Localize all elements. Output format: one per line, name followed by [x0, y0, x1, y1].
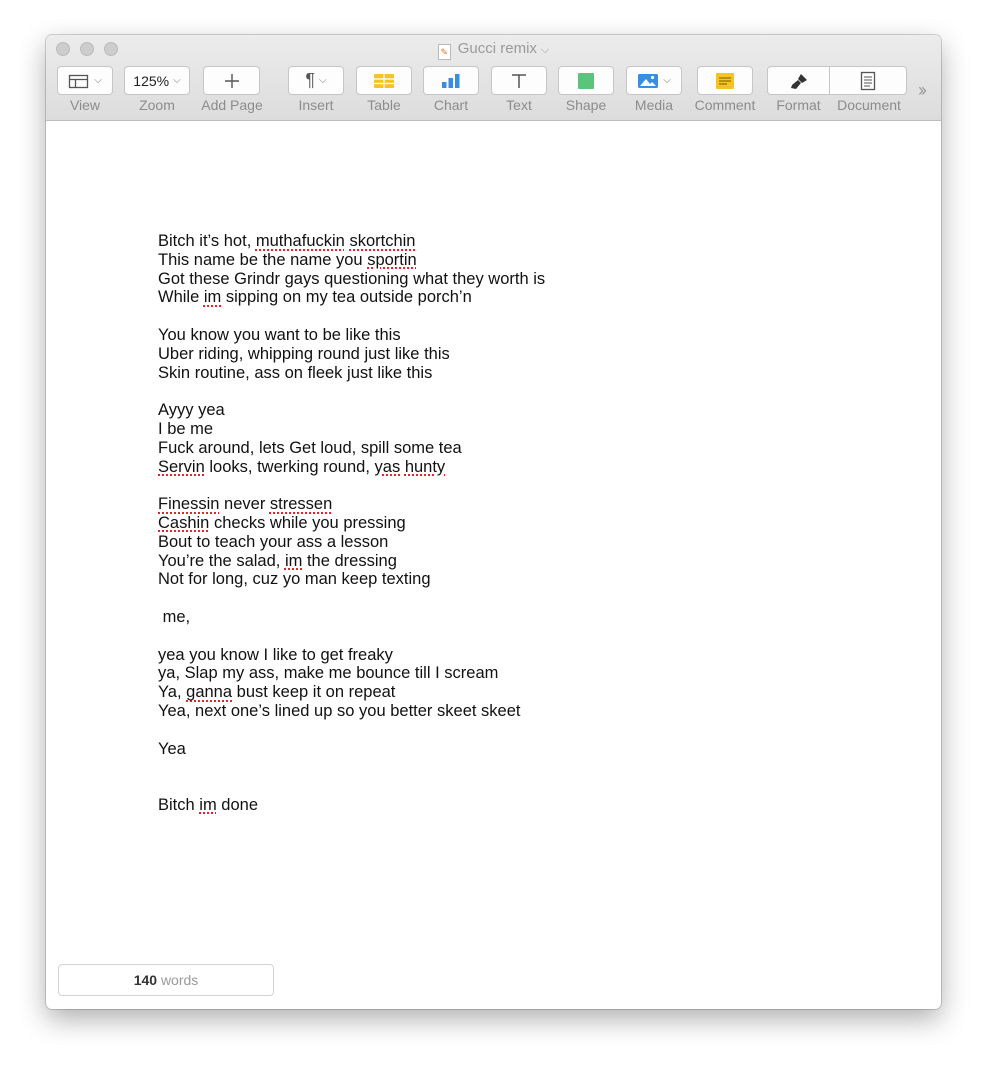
title-toolbar: [46, 35, 941, 121]
format-label: Format: [776, 97, 821, 113]
document-line: yea you know I like to get freaky: [158, 645, 393, 664]
insert-label: Insert: [298, 97, 334, 113]
document-line: Bitch im done: [158, 795, 259, 814]
document-line: me,: [162, 607, 191, 626]
zoom-label: Zoom: [139, 97, 175, 113]
word-count-badge[interactable]: [58, 964, 274, 996]
word-count-unit: words: [160, 972, 199, 988]
document-line: Not for long, cuz yo man keep texting: [158, 570, 431, 589]
chevron-down-icon: ⌵: [663, 75, 671, 86]
table-button[interactable]: [356, 66, 412, 95]
pages-document-icon: ✎: [438, 44, 451, 60]
shape-square-icon: [577, 72, 595, 90]
shape-button[interactable]: [558, 66, 614, 95]
misspelled-word: Servin: [158, 457, 205, 476]
document-line: You know you want to be like this: [158, 325, 401, 344]
format-button[interactable]: [767, 66, 830, 95]
misspelled-word: sportin: [367, 250, 417, 269]
toolbar-overflow-icon[interactable]: ››: [918, 80, 924, 100]
blank-line: [158, 589, 858, 608]
image-icon: [637, 73, 659, 89]
comment-button[interactable]: [697, 66, 753, 95]
document-button[interactable]: [829, 66, 907, 95]
text-label: Text: [506, 97, 532, 113]
media-button[interactable]: [626, 66, 682, 95]
window-title[interactable]: [46, 40, 941, 60]
misspelled-word: hunty: [404, 457, 446, 476]
zoom-popup[interactable]: [124, 66, 190, 95]
misspelled-word: im: [203, 288, 222, 307]
blank-line: [158, 777, 858, 796]
chart-label: Chart: [433, 97, 469, 113]
sidebar-view-icon: [68, 73, 90, 89]
comment-note-icon: [715, 72, 735, 90]
blank-line: [158, 307, 858, 326]
window-title-text: Gucci remix: [457, 40, 537, 57]
view-label: View: [69, 97, 101, 113]
document-line: Cashin checks while you pressing: [158, 513, 406, 532]
document-line: Ayyy yea: [158, 401, 225, 420]
document-line: This name be the name you sportin: [158, 250, 417, 269]
media-label: Media: [634, 97, 674, 113]
view-button[interactable]: [57, 66, 113, 95]
misspelled-word: stressen: [269, 495, 333, 514]
text-icon: [510, 72, 528, 90]
title-chevron-icon: ⌵: [540, 44, 550, 56]
chevron-down-icon: ⌵: [319, 75, 327, 86]
document-label: Document: [837, 97, 901, 113]
zoom-value: 125%: [133, 72, 170, 89]
paragraph-icon: ¶: [305, 70, 316, 90]
misspelled-word: muthafuckin: [255, 232, 345, 250]
document-line: Uber riding, whipping round just like this: [158, 344, 450, 363]
bar-chart-icon: [440, 73, 462, 89]
document-line: While im sipping on my tea outside porch’n: [158, 288, 472, 307]
misspelled-word: im: [199, 795, 217, 814]
blank-line: [158, 758, 858, 777]
insert-button[interactable]: [288, 66, 344, 95]
document-line: Got these Grindr gays questioning what they worth is: [158, 269, 546, 288]
add-page-button[interactable]: [203, 66, 260, 95]
paintbrush-icon: [789, 72, 809, 90]
table-icon: [373, 73, 395, 89]
text-button[interactable]: [491, 66, 547, 95]
blank-line: [158, 476, 858, 495]
chevron-down-icon: ⌵: [173, 75, 181, 86]
misspelled-word: Cashin: [158, 513, 210, 532]
document-line: You’re the salad, im the dressing: [158, 551, 397, 570]
plus-icon: [223, 72, 241, 90]
misspelled-word: Finessin: [158, 495, 220, 514]
pages-window: [46, 35, 941, 1009]
document-icon: [860, 71, 876, 91]
document-line: Ya, ganna bust keep it on repeat: [158, 683, 396, 702]
shape-label: Shape: [565, 97, 607, 113]
document-line: ya, Slap my ass, make me bounce till I scream: [158, 664, 499, 683]
comment-label: Comment: [694, 97, 756, 113]
document-line: Yea, next one’s lined up so you better skeet skeet: [158, 701, 521, 720]
misspelled-word: skortchin: [349, 232, 416, 250]
document-line: I be me: [158, 419, 214, 438]
document-line: Bitch it’s hot, muthafuckin skortchin: [158, 232, 416, 250]
table-label: Table: [367, 97, 401, 113]
blank-line: [158, 627, 858, 646]
document-line: Fuck around, lets Get loud, spill some tea: [158, 438, 462, 457]
add-page-label: Add Page: [201, 97, 263, 113]
word-count-value: 140: [133, 972, 158, 988]
misspelled-word: ganna: [186, 683, 233, 702]
misspelled-word: im: [284, 551, 303, 570]
document-line: Bout to teach your ass a lesson: [158, 532, 389, 551]
chevron-down-icon: ⌵: [94, 75, 102, 86]
document-line: Servin looks, twerking round, yas hunty: [158, 457, 446, 476]
misspelled-word: yas: [374, 457, 401, 476]
chart-button[interactable]: [423, 66, 479, 95]
blank-line: [158, 382, 858, 401]
blank-line: [158, 721, 858, 740]
document-body[interactable]: [158, 232, 858, 815]
document-line: Finessin never stressen: [158, 495, 333, 514]
document-line: Skin routine, ass on fleek just like this: [158, 363, 433, 382]
document-line: Yea: [158, 739, 186, 758]
